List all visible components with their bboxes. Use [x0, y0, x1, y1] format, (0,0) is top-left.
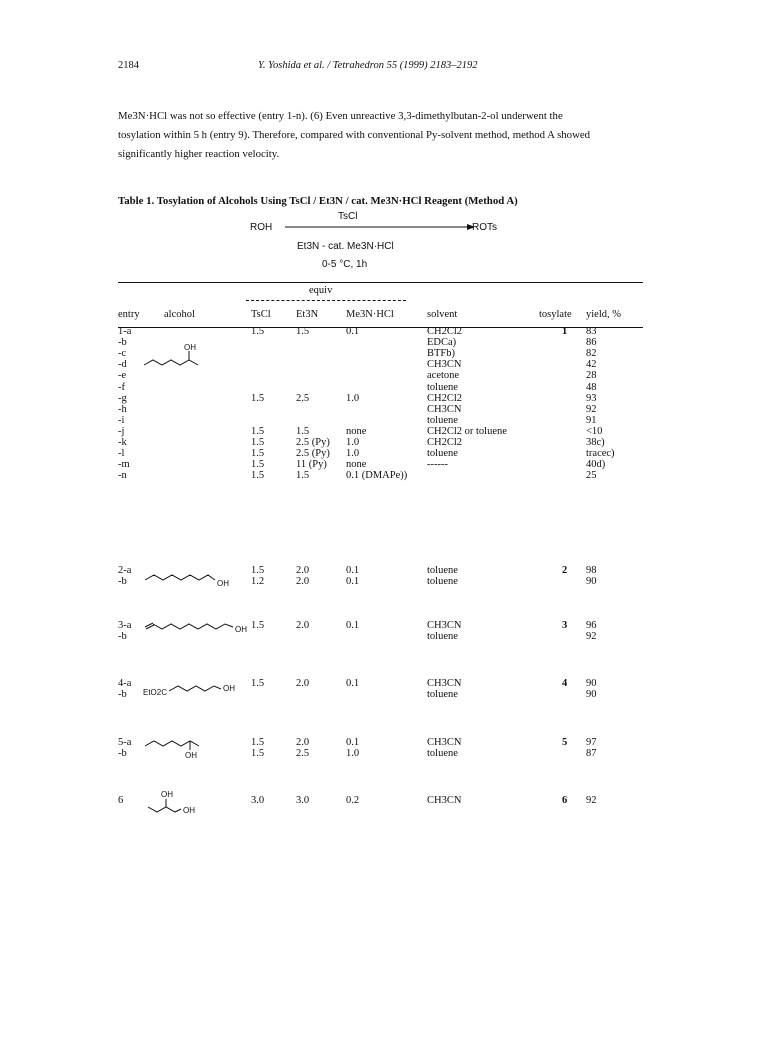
cell-et3n: 2.0: [296, 565, 310, 576]
cell-me3n-hcl: 0.1: [346, 576, 360, 588]
cell-solvent: toluene: [427, 576, 458, 588]
cell-yield: 90: [586, 678, 597, 689]
cell-solvent: toluene: [427, 414, 458, 426]
page-number: 2184: [118, 60, 139, 71]
cell-entry: -j: [118, 425, 125, 437]
cell-me3n-hcl: 1.0: [346, 448, 360, 460]
cell-solvent: ------: [427, 459, 448, 471]
cell-entry: -i: [118, 414, 125, 426]
cell-entry: -f: [118, 381, 125, 393]
cell-tscl: 1.5: [251, 448, 265, 460]
cell-yield: 83: [586, 326, 597, 337]
cell-entry: 4-a: [118, 678, 132, 689]
cell-me3n-hcl: 0.1: [346, 620, 360, 631]
cell-et3n: 3.0: [296, 795, 310, 806]
cell-entry: -b: [118, 576, 127, 588]
cell-yield: 25: [586, 470, 597, 482]
cell-entry: -b: [118, 337, 127, 349]
cell-tscl: 1.5: [251, 565, 265, 576]
cell-yield: 40d): [586, 459, 606, 471]
cell-solvent: CH3CN: [427, 737, 462, 748]
alcohol-structure-6: [143, 789, 213, 817]
scheme-conditions-line1: Et3N - cat. Me3N·HCl: [297, 241, 394, 252]
cell-tosylate: 1: [562, 326, 568, 337]
cell-yield: 87: [586, 748, 597, 760]
cell-tscl: 1.5: [251, 392, 265, 404]
cell-tosylate: 3: [562, 620, 568, 631]
cell-tscl: 1.5: [251, 470, 265, 482]
scheme-product: ROTs: [472, 222, 497, 233]
cell-solvent: EDCa): [427, 337, 457, 349]
cell-entry: -n: [118, 470, 127, 482]
cell-tscl: 1.5: [251, 425, 265, 437]
cell-tscl: 3.0: [251, 795, 265, 806]
cell-yield: <10: [586, 425, 603, 437]
cell-tscl: 1.5: [251, 678, 265, 689]
cell-tscl: 1.5: [251, 459, 265, 471]
equiv-dashed-rule: [246, 300, 406, 301]
cell-yield: 97: [586, 737, 597, 748]
cell-me3n-hcl: 0.2: [346, 795, 360, 806]
cell-tosylate: 5: [562, 737, 568, 748]
cell-solvent: CH3CN: [427, 795, 462, 806]
cell-et3n: 2.0: [296, 620, 310, 631]
cell-entry: -c: [118, 348, 127, 360]
cell-tscl: 1.2: [251, 576, 265, 588]
cell-et3n: 2.5: [296, 392, 310, 404]
cell-me3n-hcl: 0.1: [346, 326, 360, 337]
cell-yield: 48: [586, 381, 597, 393]
cell-solvent: CH2Cl2: [427, 392, 463, 404]
paragraph-line: Me3N·HCl was not so effective (entry 1-n). (6) Even unreactive 3,3-dimethylbutan-2-ol underwent the: [118, 110, 563, 122]
reaction-arrow: [285, 222, 475, 232]
paragraph-line: tosylation within 5 h (entry 9). Therefore, compared with conventional Py-solvent method, method A showed: [118, 129, 591, 141]
cell-tosylate: 2: [562, 565, 568, 576]
cell-entry: -d: [118, 359, 127, 371]
cell-solvent: BTFb): [427, 348, 456, 360]
alcohol-structure-5: [143, 733, 213, 761]
cell-tscl: 1.5: [251, 620, 265, 631]
cell-yield: 92: [586, 795, 597, 806]
scheme-reagent: TsCl: [338, 211, 358, 222]
cell-solvent: CH2Cl2 or toluene: [427, 425, 507, 437]
cell-entry: 2-a: [118, 565, 132, 576]
structure-label: OH: [235, 625, 247, 634]
structure-label: OH: [184, 343, 196, 352]
cell-yield: 91: [586, 414, 597, 426]
table-caption: Table 1. Tosylation of Alcohols Using TsCl / Et3N / cat. Me3N·HCl Reagent (Method A): [118, 195, 518, 207]
structure-label: OH: [161, 790, 173, 799]
running-title: Y. Yoshida et al. / Tetrahedron 55 (1999) 2183–2192: [258, 60, 478, 71]
cell-solvent: CH3CN: [427, 359, 462, 371]
cell-me3n-hcl: 1.0: [346, 437, 360, 448]
cell-solvent: CH3CN: [427, 620, 462, 631]
cell-entry: -m: [118, 459, 130, 471]
cell-tscl: 1.5: [251, 326, 265, 337]
alcohol-structure-2: [143, 568, 233, 590]
cell-et3n: 2.0: [296, 737, 310, 748]
cell-solvent: toluene: [427, 565, 458, 576]
cell-yield: 42: [586, 359, 597, 371]
table-top-rule: [118, 282, 643, 283]
col-header-me3n-hcl: Me3N·HCl: [346, 309, 394, 320]
cell-solvent: toluene: [427, 748, 458, 760]
cell-yield: 90: [586, 576, 597, 588]
cell-tscl: 1.5: [251, 437, 265, 448]
cell-entry: -l: [118, 448, 125, 460]
col-header-tosylate: tosylate: [539, 309, 572, 320]
cell-yield: 92: [586, 403, 597, 415]
cell-yield: 86: [586, 337, 597, 349]
cell-yield: 28: [586, 370, 597, 382]
col-header-solvent: solvent: [427, 309, 458, 320]
cell-me3n-hcl: none: [346, 425, 367, 437]
cell-solvent: CH2Cl2: [427, 437, 463, 448]
structure-label: OH: [223, 684, 235, 693]
cell-tosylate: 6: [562, 795, 568, 806]
cell-tscl: 1.5: [251, 737, 265, 748]
cell-entry: -e: [118, 370, 127, 382]
structure-label: EtO2C: [143, 688, 168, 697]
cell-me3n-hcl: 0.1: [346, 678, 360, 689]
body-paragraph: [118, 107, 658, 164]
cell-et3n: 2.0: [296, 678, 310, 689]
cell-me3n-hcl: 0.1: [346, 737, 360, 748]
structure-label: OH: [217, 579, 229, 588]
cell-yield: tracec): [586, 448, 615, 460]
scheme-reactant: ROH: [250, 222, 273, 233]
cell-yield: 82: [586, 348, 597, 360]
cell-solvent: acetone: [427, 370, 460, 382]
cell-tosylate: 4: [562, 678, 568, 689]
equiv-header: equiv: [309, 285, 333, 296]
cell-solvent: CH2Cl2: [427, 326, 463, 337]
cell-yield: 92: [586, 631, 597, 643]
cell-me3n-hcl: 0.1 (DMAPe)): [346, 470, 408, 482]
cell-solvent: toluene: [427, 689, 458, 701]
cell-et3n: 1.5: [296, 425, 310, 437]
cell-tscl: 1.5: [251, 748, 265, 760]
cell-yield: 90: [586, 689, 597, 701]
cell-et3n: 2.5: [296, 748, 310, 760]
col-header-et3n: Et3N: [296, 309, 319, 320]
cell-solvent: CH3CN: [427, 678, 462, 689]
cell-yield: 96: [586, 620, 597, 631]
cell-entry: 6: [118, 795, 124, 806]
alcohol-structure-3: [143, 618, 253, 640]
cell-solvent: toluene: [427, 631, 458, 643]
cell-entry: -g: [118, 392, 127, 404]
cell-entry: -h: [118, 403, 127, 415]
cell-yield: 93: [586, 392, 597, 404]
cell-entry: 1-a: [118, 326, 132, 337]
cell-et3n: 1.5: [296, 470, 310, 482]
cell-me3n-hcl: 0.1: [346, 565, 360, 576]
alcohol-structure-1: [140, 345, 210, 375]
cell-yield: 98: [586, 565, 597, 576]
cell-entry: -b: [118, 631, 127, 643]
structure-label: OH: [183, 806, 195, 815]
cell-entry: -b: [118, 689, 127, 701]
cell-entry: -b: [118, 748, 127, 760]
cell-entry: 5-a: [118, 737, 132, 748]
cell-et3n: 2.5 (Py): [296, 448, 330, 460]
col-header-entry: entry: [118, 309, 140, 320]
structure-label: OH: [185, 751, 197, 760]
cell-et3n: 2.5 (Py): [296, 437, 330, 448]
cell-solvent: toluene: [427, 448, 458, 460]
scheme-conditions-line2: 0-5 °C, 1h: [322, 259, 368, 270]
col-header-yield: yield, %: [586, 309, 621, 320]
cell-solvent: toluene: [427, 381, 458, 393]
cell-me3n-hcl: 1.0: [346, 392, 360, 404]
cell-solvent: CH3CN: [427, 403, 462, 415]
cell-yield: 38c): [586, 437, 605, 448]
col-header-alcohol: alcohol: [164, 309, 195, 320]
paragraph-line: significantly higher reaction velocity.: [118, 148, 280, 160]
cell-et3n: 11 (Py): [296, 459, 327, 471]
cell-entry: 3-a: [118, 620, 132, 631]
col-header-tscl: TsCl: [251, 309, 271, 320]
cell-me3n-hcl: 1.0: [346, 748, 360, 760]
cell-me3n-hcl: none: [346, 459, 367, 471]
cell-et3n: 2.0: [296, 576, 310, 588]
cell-entry: -k: [118, 437, 127, 448]
alcohol-structure-4: [143, 679, 243, 701]
cell-et3n: 1.5: [296, 326, 310, 337]
